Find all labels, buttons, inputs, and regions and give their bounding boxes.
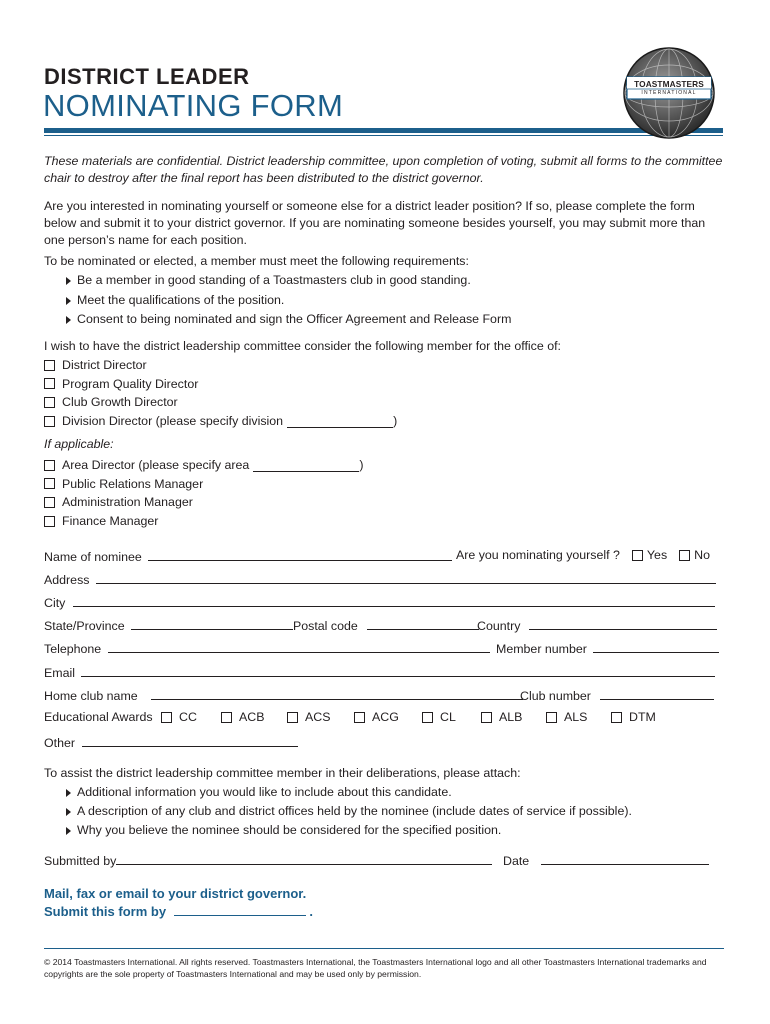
- bullet-arrow-icon: [66, 297, 71, 305]
- copyright-notice: © 2014 Toastmasters International. All rights reserved. Toastmasters International, the Toastmasters International logo and all other Toastmasters International trademarks and copyrights are the sole property of Toastmasters International and may be used only by permission.: [44, 957, 707, 979]
- mail-instruction: Mail, fax or email to your district governor.: [44, 886, 307, 901]
- address-row: Address: [44, 571, 716, 587]
- checkbox[interactable]: [44, 497, 55, 508]
- checkbox[interactable]: [221, 712, 232, 723]
- address-field[interactable]: [96, 571, 716, 584]
- date-field[interactable]: [541, 852, 709, 865]
- state-province-row: State/Province: [44, 617, 293, 633]
- confidential-note: These materials are confidential. District leadership committee, upon completion of voting, submit all forms to the committee chair to destroy after the final report has been distributed to the district governor.: [44, 154, 723, 185]
- title-line-2: NOMINATING FORM: [43, 88, 344, 123]
- division-field[interactable]: [287, 415, 393, 428]
- date-row: Date: [503, 852, 709, 868]
- checkbox[interactable]: [44, 478, 55, 489]
- checkbox[interactable]: [287, 712, 298, 723]
- telephone-field[interactable]: [108, 640, 490, 653]
- title-line-1: DISTRICT LEADER: [44, 64, 250, 89]
- logo-text-top: TOASTMASTERS: [634, 79, 704, 89]
- checkbox[interactable]: [611, 712, 622, 723]
- home-club-name-row: Home club name: [44, 687, 523, 703]
- bullet-arrow-icon: [66, 808, 71, 816]
- award-option-alb[interactable]: ALB: [481, 710, 522, 724]
- office-option-division-director[interactable]: Division Director (please specify division ): [44, 412, 397, 431]
- attach-item: Why you believe the nominee should be considered for the specified position.: [66, 822, 501, 839]
- attach-item: Additional information you would like to include about this candidate.: [66, 784, 452, 801]
- requirement-item: Consent to being nominated and sign the Officer Agreement and Release Form: [66, 311, 511, 328]
- footer-rule: [44, 948, 724, 949]
- email-row: Email: [44, 664, 715, 680]
- office-option-club-growth-director[interactable]: Club Growth Director: [44, 393, 397, 412]
- if-applicable-label: If applicable:: [44, 437, 114, 451]
- toastmasters-logo: [622, 46, 716, 140]
- office-option-district-director[interactable]: District Director: [44, 356, 397, 375]
- email-field[interactable]: [81, 664, 715, 677]
- award-option-acg[interactable]: ACG: [354, 710, 399, 724]
- attach-intro: To assist the district leadership committee member in their deliberations, please attach:: [44, 766, 521, 780]
- requirement-item: Be a member in good standing of a Toastmasters club in good standing.: [66, 272, 471, 289]
- checkbox[interactable]: [161, 712, 172, 723]
- intro-paragraph: Are you interested in nominating yourself or someone else for a district leader position? If so, please complete the form below and submit it to your district governor. If you are nominating someone besides yourself, you may submit more than one person’s name for each position.: [44, 199, 706, 247]
- award-option-cc[interactable]: CC: [161, 710, 197, 724]
- office-option-administration-manager[interactable]: Administration Manager: [44, 493, 363, 512]
- submitted-by-field[interactable]: [116, 852, 492, 865]
- logo-text-bottom: INTERNATIONAL: [641, 90, 697, 96]
- club-number-row: Club number: [520, 687, 714, 703]
- checkbox[interactable]: [422, 712, 433, 723]
- city-row: City: [44, 594, 715, 610]
- home-club-name-field[interactable]: [151, 687, 523, 700]
- checkbox[interactable]: [44, 378, 55, 389]
- country-row: Country: [477, 617, 717, 633]
- submit-by-date-field[interactable]: [174, 903, 306, 916]
- club-number-field[interactable]: [600, 687, 714, 700]
- checkbox[interactable]: [354, 712, 365, 723]
- submitted-by-row: Submitted by: [44, 852, 492, 868]
- checkbox[interactable]: [44, 516, 55, 527]
- checkbox[interactable]: [546, 712, 557, 723]
- bullet-arrow-icon: [66, 789, 71, 797]
- award-option-als[interactable]: ALS: [546, 710, 587, 724]
- checkbox[interactable]: [44, 397, 55, 408]
- city-field[interactable]: [73, 594, 715, 607]
- nominating-yourself-row: Are you nominating yourself ? Yes No: [456, 548, 710, 562]
- office-checkbox-list: [44, 356, 397, 430]
- postal-code-row: Postal code: [293, 617, 479, 633]
- yes-checkbox[interactable]: [632, 550, 643, 561]
- checkbox[interactable]: [44, 360, 55, 371]
- name-of-nominee-row: Name of nominee: [44, 548, 452, 564]
- offices-intro: I wish to have the district leadership committee consider the following member for the office of:: [44, 339, 561, 353]
- submit-by-row: Submit this form by .: [44, 904, 313, 919]
- state-province-field[interactable]: [131, 617, 293, 630]
- office-option-program-quality-director[interactable]: Program Quality Director: [44, 375, 397, 394]
- award-option-acs[interactable]: ACS: [287, 710, 330, 724]
- other-row: Other: [44, 734, 298, 750]
- no-checkbox[interactable]: [679, 550, 690, 561]
- requirements-intro: To be nominated or elected, a member must meet the following requirements:: [44, 254, 469, 268]
- telephone-row: Telephone: [44, 640, 490, 656]
- member-number-field[interactable]: [593, 640, 719, 653]
- checkbox[interactable]: [44, 416, 55, 427]
- postal-code-field[interactable]: [367, 617, 479, 630]
- bullet-arrow-icon: [66, 827, 71, 835]
- area-field[interactable]: [253, 459, 359, 472]
- checkbox[interactable]: [44, 460, 55, 471]
- country-field[interactable]: [529, 617, 717, 630]
- bullet-arrow-icon: [66, 277, 71, 285]
- nominee-name-field[interactable]: [148, 548, 452, 561]
- applicable-checkbox-list: [44, 456, 363, 530]
- requirement-item: Meet the qualifications of the position.: [66, 292, 284, 309]
- office-option-finance-manager[interactable]: Finance Manager: [44, 512, 363, 531]
- office-option-area-director[interactable]: Area Director (please specify area ): [44, 456, 363, 475]
- office-option-public-relations-manager[interactable]: Public Relations Manager: [44, 475, 363, 494]
- educational-awards-label: Educational Awards: [44, 710, 153, 724]
- member-number-row: Member number: [496, 640, 719, 656]
- bullet-arrow-icon: [66, 316, 71, 324]
- attach-item: A description of any club and district offices held by the nominee (include dates of service if possible).: [66, 803, 632, 820]
- checkbox[interactable]: [481, 712, 492, 723]
- award-option-acb[interactable]: ACB: [221, 710, 264, 724]
- award-option-dtm[interactable]: DTM: [611, 710, 656, 724]
- award-option-cl[interactable]: CL: [422, 710, 456, 724]
- other-field[interactable]: [82, 734, 298, 747]
